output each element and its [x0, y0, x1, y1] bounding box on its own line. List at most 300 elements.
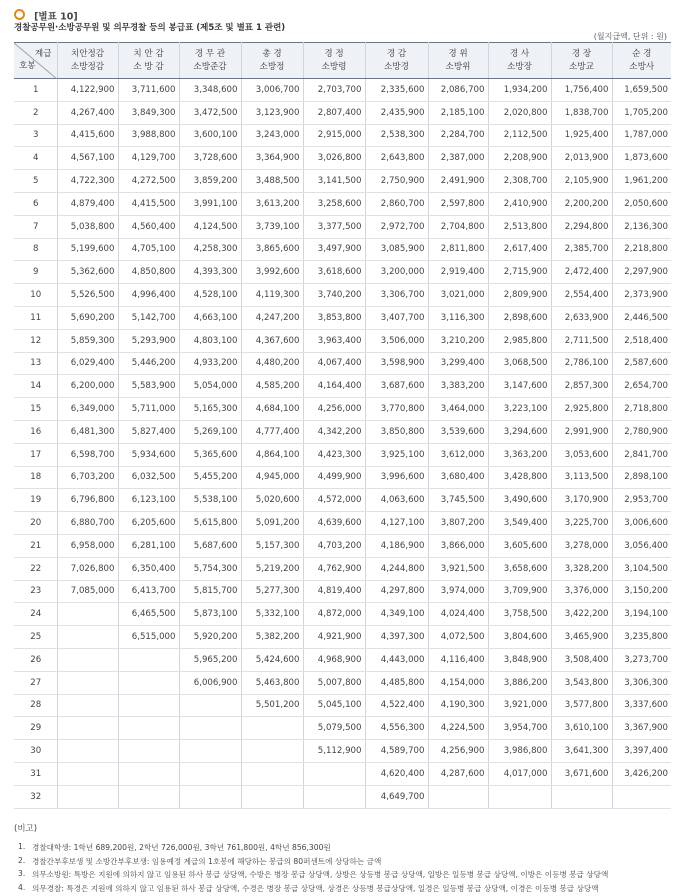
step-cell: 21: [14, 534, 57, 557]
salary-cell: [57, 603, 118, 626]
salary-cell: 2,860,700: [365, 192, 428, 215]
salary-cell: 5,615,800: [179, 512, 241, 535]
salary-cell: [179, 762, 241, 785]
table-row: [14, 534, 671, 557]
salary-cell: 5,711,000: [118, 398, 179, 421]
salary-cell: 5,045,100: [303, 694, 365, 717]
salary-cell: 2,972,700: [365, 215, 428, 238]
note-item: [18, 856, 608, 867]
salary-cell: 2,105,900: [551, 170, 612, 193]
salary-cell: 2,086,700: [428, 79, 488, 102]
salary-cell: 6,413,700: [118, 580, 179, 603]
salary-cell: 3,113,500: [551, 466, 612, 489]
salary-cell: 2,780,900: [612, 420, 671, 443]
salary-cell: 3,687,600: [365, 375, 428, 398]
salary-cell: [241, 762, 303, 785]
table-row: [14, 420, 671, 443]
salary-cell: 4,968,900: [303, 648, 365, 671]
fire-rank-label: 소방정: [259, 61, 285, 72]
salary-cell: 2,308,700: [488, 170, 551, 193]
step-cell: 16: [14, 420, 57, 443]
salary-cell: 3,850,800: [365, 420, 428, 443]
salary-cell: 3,194,100: [612, 603, 671, 626]
step-cell: 11: [14, 306, 57, 329]
salary-cell: 5,424,600: [241, 648, 303, 671]
step-cell: 1: [14, 79, 57, 102]
salary-cell: 3,658,600: [488, 557, 551, 580]
salary-cell: 4,703,200: [303, 534, 365, 557]
salary-cell: 4,116,400: [428, 648, 488, 671]
step-cell: 20: [14, 512, 57, 535]
salary-cell: 4,067,400: [303, 352, 365, 375]
salary-cell: 3,577,800: [551, 694, 612, 717]
salary-cell: 3,600,100: [179, 124, 241, 147]
police-rank-label: 경 감: [386, 48, 407, 59]
salary-cell: 3,671,600: [551, 762, 612, 785]
salary-cell: 4,705,100: [118, 238, 179, 261]
salary-cell: 3,465,900: [551, 626, 612, 649]
salary-cell: 5,020,600: [241, 489, 303, 512]
salary-cell: 3,006,600: [612, 512, 671, 535]
table-row: [14, 147, 671, 170]
salary-cell: 5,293,900: [118, 329, 179, 352]
police-rank-label: 경 정: [324, 48, 344, 59]
salary-cell: 5,446,200: [118, 352, 179, 375]
salary-cell: 3,618,600: [303, 261, 365, 284]
salary-cell: 5,382,200: [241, 626, 303, 649]
step-cell: 32: [14, 785, 57, 808]
salary-cell: 3,407,700: [365, 306, 428, 329]
corner-step-label: 호봉: [19, 61, 36, 71]
step-cell: 24: [14, 603, 57, 626]
table-row: [14, 717, 671, 740]
salary-cell: 4,272,500: [118, 170, 179, 193]
salary-cell: 3,243,000: [241, 124, 303, 147]
salary-cell: 2,435,900: [365, 101, 428, 124]
salary-cell: 3,770,800: [365, 398, 428, 421]
salary-cell: 3,740,200: [303, 284, 365, 307]
salary-cell: [118, 648, 179, 671]
salary-cell: 4,024,400: [428, 603, 488, 626]
salary-cell: 4,256,900: [428, 740, 488, 763]
salary-cell: 1,787,000: [612, 124, 671, 147]
step-cell: 22: [14, 557, 57, 580]
police-rank-label: 총 경: [262, 48, 282, 59]
fire-rank-label: 소방정감: [70, 61, 105, 72]
salary-cell: 6,796,800: [57, 489, 118, 512]
salary-cell: 6,200,000: [57, 375, 118, 398]
salary-cell: 5,038,800: [57, 215, 118, 238]
salary-cell: 4,256,000: [303, 398, 365, 421]
salary-cell: [118, 671, 179, 694]
step-cell: 27: [14, 671, 57, 694]
salary-cell: 2,185,100: [428, 101, 488, 124]
salary-cell: 4,119,300: [241, 284, 303, 307]
note-text: 경찰간부후보생 및 소방간부후보생: 임용예정 계급의 1호봉에 해당하는 봉급의 80퍼센트에 상당하는 금액: [32, 856, 382, 866]
salary-cell: 3,921,500: [428, 557, 488, 580]
police-rank-label: 치 안 감: [133, 48, 164, 59]
salary-cell: [551, 785, 612, 808]
salary-cell: 4,572,000: [303, 489, 365, 512]
salary-cell: 4,063,600: [365, 489, 428, 512]
salary-cell: 1,705,200: [612, 101, 671, 124]
salary-cell: 4,190,300: [428, 694, 488, 717]
column-header: [179, 43, 241, 79]
salary-cell: [179, 740, 241, 763]
salary-cell: 3,026,800: [303, 147, 365, 170]
salary-cell: 4,258,300: [179, 238, 241, 261]
salary-cell: 5,157,300: [241, 534, 303, 557]
salary-cell: 5,463,800: [241, 671, 303, 694]
salary-cell: 2,472,400: [551, 261, 612, 284]
table-row: [14, 238, 671, 261]
table-row: [14, 466, 671, 489]
table-row: [14, 785, 671, 808]
table-row: [14, 79, 671, 102]
salary-cell: 3,223,100: [488, 398, 551, 421]
salary-cell: 6,349,000: [57, 398, 118, 421]
salary-cell: 2,715,900: [488, 261, 551, 284]
salary-cell: 6,515,000: [118, 626, 179, 649]
salary-cell: 3,849,300: [118, 101, 179, 124]
salary-cell: 3,543,800: [551, 671, 612, 694]
salary-cell: 3,150,200: [612, 580, 671, 603]
salary-cell: [241, 785, 303, 808]
table-header-row: [14, 43, 671, 79]
salary-cell: 3,116,300: [428, 306, 488, 329]
table-row: [14, 284, 671, 307]
salary-cell: 2,446,500: [612, 306, 671, 329]
salary-cell: 7,085,000: [57, 580, 118, 603]
salary-cell: 4,443,000: [365, 648, 428, 671]
salary-cell: 6,029,400: [57, 352, 118, 375]
salary-cell: 3,974,000: [428, 580, 488, 603]
salary-cell: 3,294,600: [488, 420, 551, 443]
salary-cell: 5,859,300: [57, 329, 118, 352]
salary-cell: 6,123,100: [118, 489, 179, 512]
salary-cell: 6,350,400: [118, 557, 179, 580]
column-header: [365, 43, 428, 79]
salary-cell: 5,934,600: [118, 443, 179, 466]
step-cell: 12: [14, 329, 57, 352]
salary-cell: 6,281,100: [118, 534, 179, 557]
fire-rank-label: 소방위: [445, 61, 471, 72]
step-cell: 8: [14, 238, 57, 261]
salary-cell: 2,208,900: [488, 147, 551, 170]
salary-cell: 4,803,100: [179, 329, 241, 352]
salary-cell: 3,299,400: [428, 352, 488, 375]
salary-cell: 2,373,900: [612, 284, 671, 307]
salary-cell: 5,079,500: [303, 717, 365, 740]
salary-cell: 6,205,600: [118, 512, 179, 535]
column-header: [118, 43, 179, 79]
salary-cell: [428, 785, 488, 808]
salary-cell: 2,809,900: [488, 284, 551, 307]
fire-rank-label: 소방준감: [193, 61, 227, 72]
salary-cell: 5,501,200: [241, 694, 303, 717]
salary-cell: 3,068,500: [488, 352, 551, 375]
salary-cell: 2,857,300: [551, 375, 612, 398]
salary-cell: [57, 626, 118, 649]
step-cell: 30: [14, 740, 57, 763]
corner-header: [14, 43, 57, 79]
salary-cell: 3,758,500: [488, 603, 551, 626]
salary-cell: 4,684,100: [241, 398, 303, 421]
salary-cell: 2,925,800: [551, 398, 612, 421]
salary-cell: 5,920,200: [179, 626, 241, 649]
salary-cell: 3,605,600: [488, 534, 551, 557]
table-row: [14, 375, 671, 398]
salary-cell: [241, 740, 303, 763]
salary-cell: [179, 785, 241, 808]
step-cell: 23: [14, 580, 57, 603]
salary-cell: 3,397,400: [612, 740, 671, 763]
salary-cell: 3,377,500: [303, 215, 365, 238]
salary-cell: 3,886,200: [488, 671, 551, 694]
salary-cell: 3,539,600: [428, 420, 488, 443]
salary-cell: 4,017,000: [488, 762, 551, 785]
salary-cell: 5,007,800: [303, 671, 365, 694]
step-cell: 28: [14, 694, 57, 717]
salary-cell: 1,934,200: [488, 79, 551, 102]
salary-cell: 4,522,400: [365, 694, 428, 717]
table-body: [14, 79, 671, 809]
salary-cell: 3,549,400: [488, 512, 551, 535]
step-cell: 10: [14, 284, 57, 307]
table-row: [14, 261, 671, 284]
column-header: [488, 43, 551, 79]
salary-cell: 2,200,200: [551, 192, 612, 215]
salary-cell: 2,385,700: [551, 238, 612, 261]
salary-cell: 2,513,800: [488, 215, 551, 238]
salary-cell: 4,367,600: [241, 329, 303, 352]
table-row: [14, 489, 671, 512]
police-rank-label: 치안정감: [70, 48, 105, 59]
salary-cell: 3,988,800: [118, 124, 179, 147]
salary-cell: 3,428,800: [488, 466, 551, 489]
salary-cell: 5,754,300: [179, 557, 241, 580]
salary-cell: 6,465,500: [118, 603, 179, 626]
salary-cell: 4,154,000: [428, 671, 488, 694]
salary-cell: 4,589,700: [365, 740, 428, 763]
salary-cell: 4,297,800: [365, 580, 428, 603]
table-row: [14, 329, 671, 352]
salary-cell: 3,210,200: [428, 329, 488, 352]
salary-cell: 2,654,700: [612, 375, 671, 398]
salary-cell: 3,200,000: [365, 261, 428, 284]
salary-cell: 3,306,700: [365, 284, 428, 307]
police-rank-label: 순 경: [632, 48, 652, 59]
note-text: 의무소방원: 특방은 지원에 의하지 않고 임용된 하사 봉급 상당액, 수방은 병장 봉급 상당액, 상방은 상등병 봉급 상당액, 일방은 일등병 봉급 상당액, 이방은 이등병 봉급 상당액: [32, 870, 609, 879]
salary-cell: 3,364,900: [241, 147, 303, 170]
salary-cell: 4,556,300: [365, 717, 428, 740]
step-cell: 14: [14, 375, 57, 398]
salary-cell: 2,491,900: [428, 170, 488, 193]
salary-cell: 4,933,200: [179, 352, 241, 375]
salary-cell: [57, 694, 118, 717]
step-cell: 13: [14, 352, 57, 375]
salary-cell: 3,992,600: [241, 261, 303, 284]
column-header: [57, 43, 118, 79]
salary-cell: [57, 762, 118, 785]
salary-cell: [612, 785, 671, 808]
salary-cell: 3,613,200: [241, 192, 303, 215]
salary-cell: 2,898,100: [612, 466, 671, 489]
salary-cell: 4,850,800: [118, 261, 179, 284]
salary-cell: 3,711,600: [118, 79, 179, 102]
step-cell: 3: [14, 124, 57, 147]
salary-cell: [57, 671, 118, 694]
table-row: [14, 580, 671, 603]
salary-cell: 3,422,200: [551, 603, 612, 626]
note-text: 경찰대학생: 1학년 689,200원, 2학년 726,000원, 3학년 761,800원, 4학년 856,300원: [32, 843, 331, 852]
salary-cell: 1,838,700: [551, 101, 612, 124]
salary-cell: 5,142,700: [118, 306, 179, 329]
salary-cell: 5,165,300: [179, 398, 241, 421]
note-number: 3.: [18, 869, 26, 878]
salary-cell: 3,641,300: [551, 740, 612, 763]
salary-cell: 4,267,400: [57, 101, 118, 124]
salary-cell: 2,112,500: [488, 124, 551, 147]
salary-cell: 2,985,800: [488, 329, 551, 352]
note-number: 2.: [18, 855, 26, 865]
salary-cell: [118, 694, 179, 717]
column-header: [428, 43, 488, 79]
table-row: [14, 648, 671, 671]
salary-cell: 3,807,200: [428, 512, 488, 535]
salary-cell: 2,807,400: [303, 101, 365, 124]
step-cell: 26: [14, 648, 57, 671]
salary-table: [14, 42, 671, 809]
salary-cell: 3,147,600: [488, 375, 551, 398]
salary-cell: 5,112,900: [303, 740, 365, 763]
salary-cell: 4,585,200: [241, 375, 303, 398]
salary-cell: 5,583,900: [118, 375, 179, 398]
salary-cell: 1,873,600: [612, 147, 671, 170]
salary-cell: 2,953,700: [612, 489, 671, 512]
salary-cell: 2,020,800: [488, 101, 551, 124]
salary-cell: 3,225,700: [551, 512, 612, 535]
salary-cell: 3,472,500: [179, 101, 241, 124]
table-row: [14, 740, 671, 763]
salary-cell: 4,393,300: [179, 261, 241, 284]
salary-cell: 2,718,800: [612, 398, 671, 421]
salary-cell: [57, 648, 118, 671]
salary-cell: 4,127,100: [365, 512, 428, 535]
corner-rank-label: 계급: [34, 49, 52, 59]
salary-cell: 3,497,900: [303, 238, 365, 261]
fire-rank-label: 소방령: [321, 61, 347, 72]
salary-cell: 4,349,100: [365, 603, 428, 626]
salary-cell: 3,986,800: [488, 740, 551, 763]
table-row: [14, 443, 671, 466]
salary-cell: 4,072,500: [428, 626, 488, 649]
salary-cell: 2,915,000: [303, 124, 365, 147]
fire-rank-label: 소방교: [569, 61, 594, 72]
salary-cell: 3,728,600: [179, 147, 241, 170]
step-cell: 7: [14, 215, 57, 238]
notes-title: (비고): [14, 824, 38, 834]
table-row: [14, 124, 671, 147]
salary-cell: 4,499,900: [303, 466, 365, 489]
salary-cell: 3,464,000: [428, 398, 488, 421]
salary-cell: 4,639,600: [303, 512, 365, 535]
circle-bullet-icon: [14, 9, 25, 20]
salary-cell: 4,819,400: [303, 580, 365, 603]
fire-rank-label: 소 방 감: [133, 61, 164, 72]
salary-cell: [57, 740, 118, 763]
salary-cell: 3,367,900: [612, 717, 671, 740]
salary-cell: 4,415,600: [57, 124, 118, 147]
salary-cell: 2,335,600: [365, 79, 428, 102]
salary-cell: 4,342,200: [303, 420, 365, 443]
salary-cell: 5,199,600: [57, 238, 118, 261]
table-row: [14, 306, 671, 329]
salary-cell: 5,526,500: [57, 284, 118, 307]
salary-cell: 6,032,500: [118, 466, 179, 489]
table-row: [14, 694, 671, 717]
table-row: [14, 671, 671, 694]
salary-cell: 2,410,900: [488, 192, 551, 215]
salary-cell: 4,186,900: [365, 534, 428, 557]
column-header: [612, 43, 671, 79]
table-row: [14, 101, 671, 124]
salary-cell: 5,277,300: [241, 580, 303, 603]
salary-cell: 5,362,600: [57, 261, 118, 284]
salary-cell: 2,750,900: [365, 170, 428, 193]
salary-cell: 5,687,600: [179, 534, 241, 557]
salary-cell: 2,991,900: [551, 420, 612, 443]
salary-cell: 2,703,700: [303, 79, 365, 102]
salary-cell: 2,387,000: [428, 147, 488, 170]
salary-cell: 5,827,400: [118, 420, 179, 443]
salary-cell: 4,485,800: [365, 671, 428, 694]
salary-cell: 3,853,800: [303, 306, 365, 329]
salary-cell: 3,337,600: [612, 694, 671, 717]
salary-cell: 3,739,100: [241, 215, 303, 238]
fire-rank-label: 소방경: [384, 61, 409, 72]
salary-cell: 3,848,900: [488, 648, 551, 671]
salary-cell: 2,643,800: [365, 147, 428, 170]
salary-cell: 6,703,200: [57, 466, 118, 489]
salary-cell: 4,129,700: [118, 147, 179, 170]
salary-cell: 4,247,200: [241, 306, 303, 329]
salary-cell: 4,124,500: [179, 215, 241, 238]
salary-cell: 1,961,200: [612, 170, 671, 193]
salary-cell: 4,945,000: [241, 466, 303, 489]
salary-cell: 5,332,100: [241, 603, 303, 626]
salary-cell: 2,518,400: [612, 329, 671, 352]
salary-cell: 3,612,000: [428, 443, 488, 466]
salary-cell: 3,991,100: [179, 192, 241, 215]
salary-cell: 4,864,100: [241, 443, 303, 466]
salary-cell: 3,996,600: [365, 466, 428, 489]
table-row: [14, 192, 671, 215]
salary-cell: 3,508,400: [551, 648, 612, 671]
salary-cell: 1,756,400: [551, 79, 612, 102]
salary-cell: 2,841,700: [612, 443, 671, 466]
salary-cell: 5,690,200: [57, 306, 118, 329]
salary-cell: 5,054,000: [179, 375, 241, 398]
salary-cell: 3,363,200: [488, 443, 551, 466]
table-row: [14, 398, 671, 421]
step-cell: 5: [14, 170, 57, 193]
salary-cell: 3,278,000: [551, 534, 612, 557]
step-cell: 15: [14, 398, 57, 421]
salary-cell: 6,598,700: [57, 443, 118, 466]
police-rank-label: 경 사: [509, 48, 530, 59]
salary-cell: 2,811,800: [428, 238, 488, 261]
